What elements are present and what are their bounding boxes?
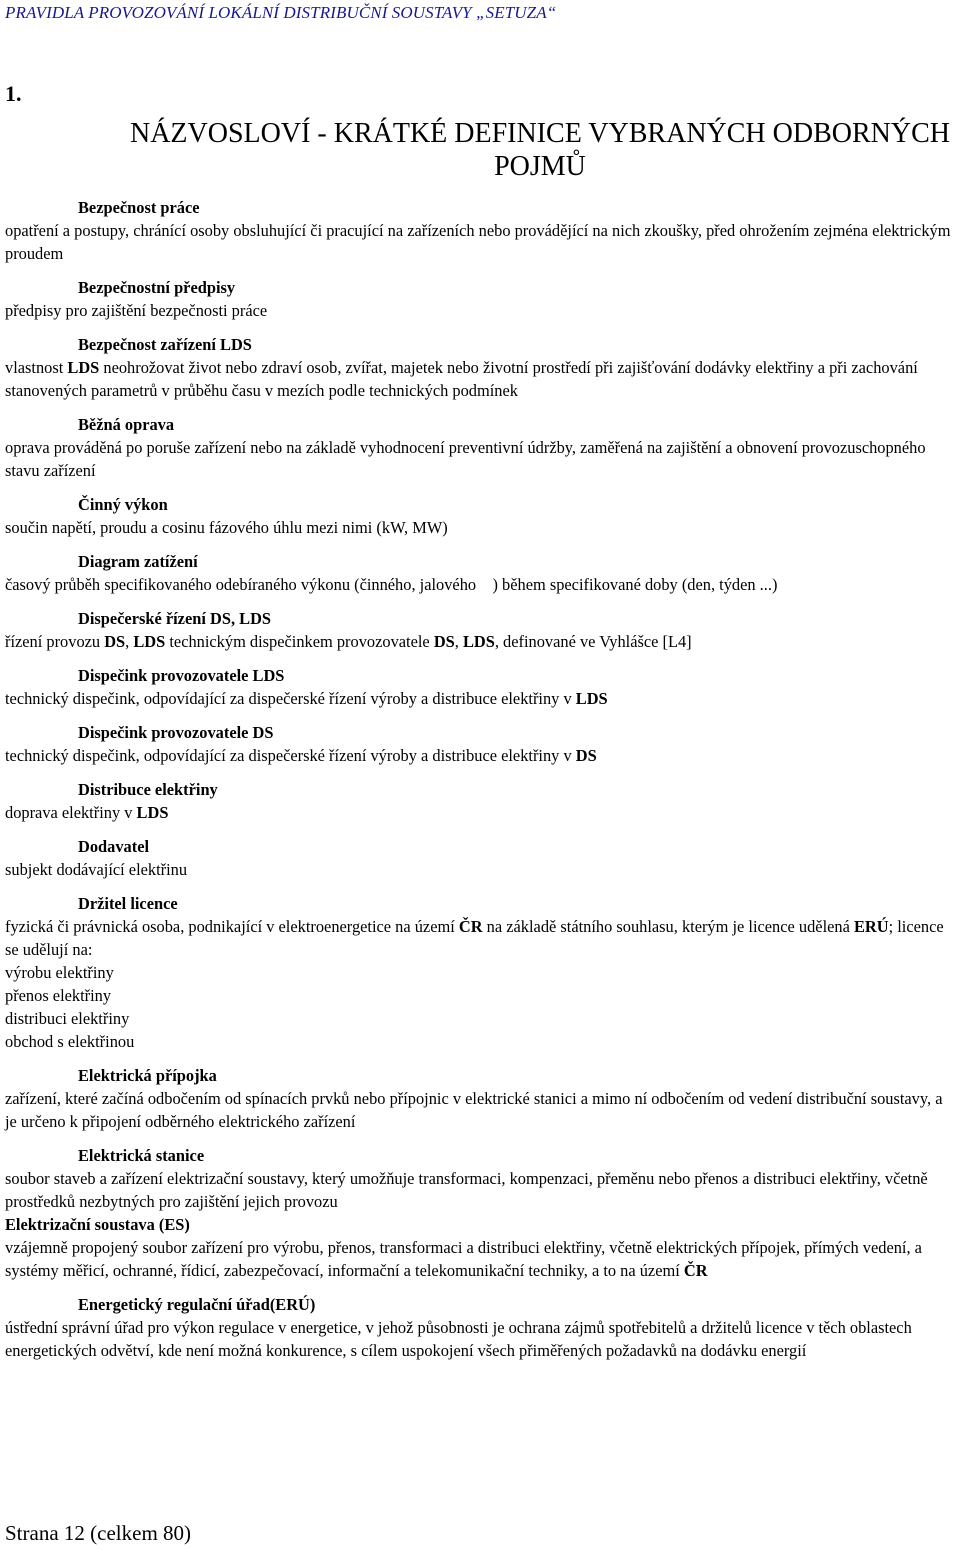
term: Dispečink provozovatele LDS bbox=[78, 666, 285, 685]
definition-entry bbox=[5, 664, 955, 710]
definition-entry bbox=[5, 413, 955, 482]
definition: subjekt dodávající elektřinu bbox=[5, 860, 188, 879]
definition: soubor staveb a zařízení elektrizační soustavy, který umožňuje transformaci, kompenzaci, přeměnu nebo přenos a distribuci elektřiny, včetně prostředků nezbytných pro zajištění jejich provozu bbox=[5, 1169, 928, 1211]
chapter-title bbox=[60, 117, 960, 183]
term: Dodavatel bbox=[78, 837, 150, 856]
definition: vlastnost LDS neohrožovat život nebo zdraví osob, zvířat, majetek nebo životní prostředí při zajišťování dodávky elektřiny a při zachování stanovených parametrů v průběhu času v mezích podle technických podmínek bbox=[5, 358, 918, 400]
definition: ústřední správní úřad pro výkon regulace v energetice, v jehož působnosti je ochrana zájmů spotřebitelů a držitelů licence v těch oblastech energetických odvětví, kde není možná konkurence, s cílem uspokojení všech přiměřených požadavků na dodávku energií bbox=[5, 1318, 912, 1360]
definition-entry bbox=[5, 333, 955, 402]
definition-entry bbox=[5, 276, 955, 322]
term: Elektrizační soustava (ES) bbox=[5, 1215, 190, 1234]
list-item: přenos elektřiny bbox=[5, 986, 112, 1005]
definition-entry bbox=[5, 835, 955, 881]
term: Bezpečnost práce bbox=[78, 198, 200, 217]
page-number: Strana 12 (celkem 80) bbox=[5, 1521, 192, 1545]
definition-entry bbox=[5, 1144, 955, 1213]
list-item: výrobu elektřiny bbox=[5, 963, 114, 982]
term: Dispečerské řízení DS, LDS bbox=[78, 609, 272, 628]
definition: časový průběh specifikovaného odebíraného výkonu (činného, jalového ) během specifikované doby (den, týden ...) bbox=[5, 575, 778, 594]
definitions-list bbox=[5, 196, 955, 1373]
definition-entry bbox=[5, 607, 955, 653]
definition-entry bbox=[5, 778, 955, 824]
chapter-number: 1. bbox=[5, 81, 22, 106]
definition: vzájemně propojený soubor zařízení pro výrobu, přenos, transformaci a distribuci elektřiny, včetně elektrických přípojek, přímých vedení, a systémy měřicí, ochranné, řídicí, zabezpečovací, informační a telekomunikační techniky, a to na území ČR bbox=[5, 1238, 922, 1280]
definition-entry bbox=[5, 1213, 955, 1282]
definition-entry bbox=[5, 892, 955, 1053]
term: Držitel licence bbox=[78, 894, 178, 913]
term: Elektrická přípojka bbox=[78, 1066, 217, 1085]
term: Energetický regulační úřad(ERÚ) bbox=[78, 1295, 316, 1314]
term: Diagram zatížení bbox=[78, 552, 198, 571]
definition: doprava elektřiny v LDS bbox=[5, 803, 169, 822]
term: Bezpečnostní předpisy bbox=[78, 278, 236, 297]
definition: řízení provozu DS, LDS technickým dispečinkem provozovatele DS, LDS, definované ve Vyhlášce [L4] bbox=[5, 632, 692, 651]
chapter-title-line2: POJMŮ bbox=[494, 151, 586, 182]
term: Činný výkon bbox=[78, 495, 168, 514]
list-item: obchod s elektřinou bbox=[5, 1032, 135, 1051]
definition: technický dispečink, odpovídající za dispečerské řízení výroby a distribuce elektřiny v DS bbox=[5, 746, 597, 765]
running-header: PRAVIDLA PROVOZOVÁNÍ LOKÁLNÍ DISTRIBUČNÍ SOUSTAVY „SETUZA“ bbox=[5, 3, 557, 22]
term: Elektrická stanice bbox=[78, 1146, 205, 1165]
term: Distribuce elektřiny bbox=[78, 780, 218, 799]
list-item: distribuci elektřiny bbox=[5, 1009, 130, 1028]
term: Bezpečnost zařízení LDS bbox=[78, 335, 252, 354]
definition: fyzická či právnická osoba, podnikající v elektroenergetice na území ČR na základě státního souhlasu, kterým je licence udělená ERÚ; licence se udělují na: bbox=[5, 917, 944, 959]
definition: technický dispečink, odpovídající za dispečerské řízení výroby a distribuce elektřiny v LDS bbox=[5, 689, 608, 708]
definition-entry bbox=[5, 1293, 955, 1362]
term: Běžná oprava bbox=[78, 415, 175, 434]
definition-entry bbox=[5, 550, 955, 596]
definition: zařízení, které začíná odbočením od spínacích prvků nebo přípojnic v elektrické stanici a mimo ní odbočením od vedení distribuční soustavy, a je určeno k připojení odběrného elektrického zařízení bbox=[5, 1089, 943, 1131]
term: Dispečink provozovatele DS bbox=[78, 723, 274, 742]
definition: předpisy pro zajištění bezpečnosti práce bbox=[5, 301, 268, 320]
definition: součin napětí, proudu a cosinu fázového úhlu mezi nimi (kW, MW) bbox=[5, 518, 448, 537]
definition: opatření a postupy, chránící osoby obsluhující či pracující na zařízeních nebo provádějící na nich zkoušky, před ohrožením zejména elektrickým proudem bbox=[5, 221, 951, 263]
definition-entry bbox=[5, 493, 955, 539]
definition: oprava prováděná po poruše zařízení nebo na základě vyhodnocení preventivní údržby, zaměřená na zajištění a obnovení provozuschopného stavu zařízení bbox=[5, 438, 926, 480]
definition-entry bbox=[5, 721, 955, 767]
definition-entry bbox=[5, 1064, 955, 1133]
chapter-title-line1: NÁZVOSLOVÍ - KRÁTKÉ DEFINICE VYBRANÝCH ODBORNÝCH bbox=[129, 118, 951, 149]
definition-entry bbox=[5, 196, 955, 265]
